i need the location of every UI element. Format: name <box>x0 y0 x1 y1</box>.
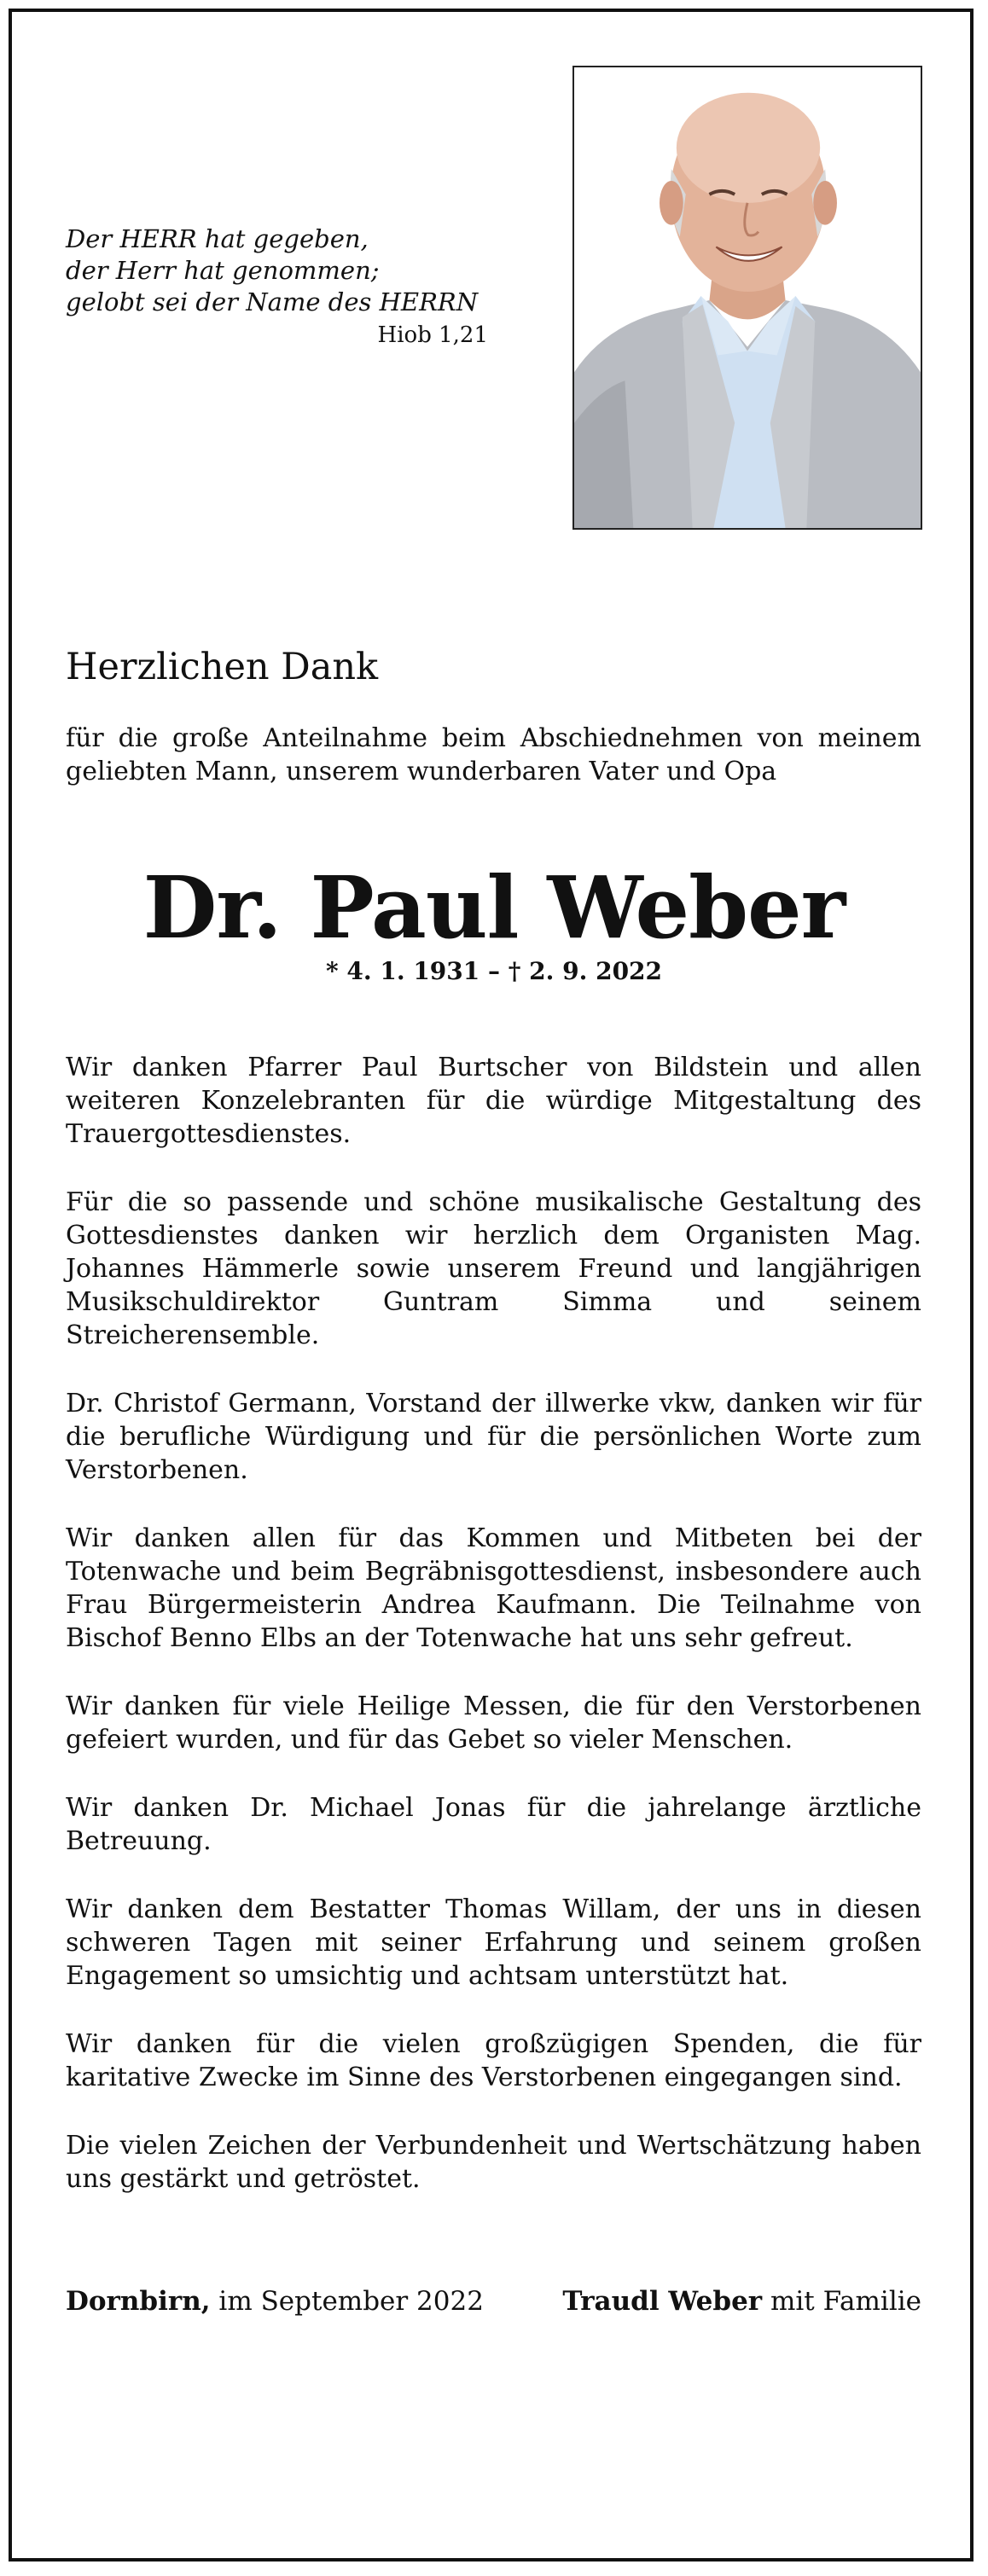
quote-line: der Herr hat genommen; <box>66 256 380 285</box>
bible-quote <box>66 223 488 351</box>
thanks-paragraph: Wir danken Pfarrer Paul Burtscher von Bildstein und allen weiteren Konzelebranten für die würdige Mitgestaltung des Trauergottesdienstes. <box>66 1053 921 1149</box>
intro-text: für die große Anteilnahme beim Abschiednehmen von meinem geliebten Mann, unserem wunderbaren Vater und Opa <box>66 723 921 786</box>
thanks-body <box>66 1051 921 2231</box>
thanks-paragraph: Wir danken allen für das Kommen und Mitbeten bei der Totenwache und beim Begräbnisgottesdienst, insbesondere auch Frau Bürgermeisterin Andrea Kaufmann. Die Teilnahme von Bischof Benno Elbs an der Totenwache hat uns sehr gefreut. <box>66 1523 921 1653</box>
life-dates: * 4. 1. 1931 – † 2. 9. 2022 <box>325 957 663 985</box>
portrait-image <box>574 67 921 528</box>
date: im September 2022 <box>218 2286 484 2317</box>
quote-reference: Hiob 1,21 <box>377 322 488 348</box>
place: Dornbirn, <box>66 2286 211 2317</box>
thanks-paragraph: Die vielen Zeichen der Verbundenheit und Wertschätzung haben uns gestärkt und getröstet. <box>66 2131 921 2194</box>
signer-suffix: mit Familie <box>770 2286 921 2317</box>
heading: Herzlichen Dank <box>66 646 379 688</box>
thanks-paragraph: Wir danken dem Bestatter Thomas Willam, der uns in diesen schweren Tagen mit seiner Erfahrung und seinem großen Engagement so umsichtig und achtsam unterstützt hat. <box>66 1894 921 1991</box>
thanks-paragraph: Wir danken für die vielen großzügigen Spenden, die für karitative Zwecke im Sinne des Verstorbenen eingegangen sind. <box>66 2029 921 2092</box>
signer-block <box>562 2284 921 2318</box>
signer-name: Traudl Weber <box>562 2286 763 2317</box>
deceased-name: Dr. Paul Weber <box>142 857 846 958</box>
portrait-photo <box>572 66 922 530</box>
thanks-paragraph: Wir danken für viele Heilige Messen, die für den Verstorbenen gefeiert wurden, und für das Gebet so vieler Menschen. <box>66 1691 921 1755</box>
place-date <box>66 2284 484 2318</box>
quote-line: Der HERR hat gegeben, <box>66 224 369 253</box>
thanks-paragraph: Für die so passende und schöne musikalische Gestaltung des Gottesdienstes danken wir herzlich dem Organisten Mag. Johannes Hämmerle sowie unserem Freund und langjährigen Musikschuldirektor Guntram Simma und seinem Streicherensemble. <box>66 1187 921 1350</box>
signature-line <box>66 2284 921 2318</box>
thanks-paragraph: Wir danken Dr. Michael Jonas für die jahrelange ärztliche Betreuung. <box>66 1793 921 1856</box>
thanks-paragraph: Dr. Christof Germann, Vorstand der illwerke vkw, danken wir für die berufliche Würdigung und für die persönlichen Worte zum Verstorbenen. <box>66 1389 921 1485</box>
quote-line: gelobt sei der Name des HERRN <box>66 287 479 316</box>
